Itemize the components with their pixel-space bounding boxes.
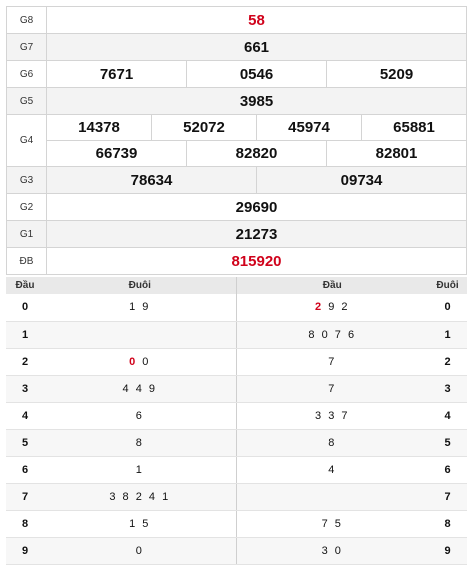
loto-tail-digits (44, 375, 236, 402)
loto-row (6, 537, 467, 564)
prize-row-g2 (7, 194, 467, 221)
prize-row-g3 (7, 167, 467, 194)
loto-digit: 7 (328, 355, 337, 368)
prize-number: 82820 (187, 141, 327, 167)
prize-number: 45974 (257, 115, 362, 141)
loto-table (6, 277, 467, 565)
prize-number: 14378 (47, 115, 152, 141)
loto-digit: 4 (122, 382, 131, 395)
loto-digit: 9 (148, 382, 157, 395)
loto-row (6, 510, 467, 537)
prize-label: G1 (7, 221, 47, 248)
loto-digit: 0 (142, 355, 151, 368)
prize-label: G5 (7, 88, 47, 115)
loto-digit: 9 (142, 301, 151, 314)
loto-tail-digits (44, 510, 236, 537)
loto-tail-digit: 8 (428, 510, 467, 537)
loto-digit: 4 (135, 382, 144, 395)
loto-digit: 8 (328, 436, 337, 449)
loto-tail-digits (44, 348, 236, 375)
loto-head-digit: 6 (6, 456, 44, 483)
header-duoi-right: Đuôi (428, 277, 467, 294)
loto-head-digit: 0 (6, 294, 44, 321)
header-dau-right: Đầu (236, 277, 428, 294)
loto-head-digit: 4 (6, 402, 44, 429)
loto-tail-digits (44, 537, 236, 564)
prize-label: G6 (7, 61, 47, 88)
loto-row (6, 483, 467, 510)
loto-head-digit: 5 (6, 429, 44, 456)
loto-head-digits (236, 510, 428, 537)
loto-digit: 6 (135, 409, 144, 422)
loto-tail-digits (44, 321, 236, 348)
prize-row-g6 (7, 61, 467, 88)
loto-tail-digit: 7 (428, 483, 467, 510)
loto-digit: 2 (135, 490, 144, 503)
loto-tail-digit: 9 (428, 537, 467, 564)
loto-tail-digits (44, 483, 236, 510)
loto-digit: 7 (328, 382, 337, 395)
prize-number: 82801 (327, 141, 467, 167)
prize-number: 58 (47, 7, 467, 34)
prize-number: 661 (47, 34, 467, 61)
loto-digit: 1 (162, 490, 171, 503)
prize-label: G7 (7, 34, 47, 61)
loto-row (6, 429, 467, 456)
loto-row (6, 348, 467, 375)
lottery-results (6, 6, 467, 565)
loto-digit: 1 (129, 301, 138, 314)
loto-tail-digits (44, 456, 236, 483)
loto-digit: 2 (341, 301, 350, 314)
loto-digit: 5 (142, 517, 151, 530)
header-duoi-left: Đuôi (44, 277, 236, 294)
loto-digit: 8 (122, 490, 131, 503)
loto-head-digits (236, 402, 428, 429)
loto-tail-digit: 4 (428, 402, 467, 429)
prize-label: G2 (7, 194, 47, 221)
prize-row-g7 (7, 34, 467, 61)
prize-label: G3 (7, 167, 47, 194)
loto-tail-digits (44, 294, 236, 321)
prize-row-g8 (7, 7, 467, 34)
loto-digit: 3 (315, 409, 324, 422)
prize-number: 78634 (47, 167, 257, 194)
prize-number-special: 815920 (47, 248, 467, 275)
loto-digit: 4 (328, 463, 337, 476)
loto-tail-digit: 0 (428, 294, 467, 321)
loto-tail-digits (44, 429, 236, 456)
loto-digit: 3 (328, 409, 337, 422)
loto-digit: 1 (135, 463, 144, 476)
loto-head-digit: 2 (6, 348, 44, 375)
loto-head-digits (236, 456, 428, 483)
prize-row-g4 (7, 115, 467, 141)
prize-label: ĐB (7, 248, 47, 275)
prize-number: 3985 (47, 88, 467, 115)
loto-header-row (6, 277, 467, 294)
prize-row-g1 (7, 221, 467, 248)
loto-head-digits (236, 429, 428, 456)
loto-tail-digit: 2 (428, 348, 467, 375)
prize-row-g4-second (7, 141, 467, 167)
prize-table (6, 6, 467, 275)
loto-row (6, 375, 467, 402)
prize-label: G8 (7, 7, 47, 34)
loto-tail-digits (44, 402, 236, 429)
prize-number: 29690 (47, 194, 467, 221)
loto-head-digit: 8 (6, 510, 44, 537)
loto-tail-digit: 6 (428, 456, 467, 483)
loto-head-digit: 3 (6, 375, 44, 402)
loto-digit: 0 (135, 544, 144, 557)
loto-tail-digit: 1 (428, 321, 467, 348)
prize-number: 65881 (362, 115, 467, 141)
loto-digit: 8 (308, 328, 317, 341)
loto-head-digits (236, 375, 428, 402)
loto-digit: 1 (129, 517, 138, 530)
loto-row (6, 294, 467, 321)
prize-label: G4 (7, 115, 47, 167)
loto-tail-digit: 5 (428, 429, 467, 456)
loto-digit: 7 (334, 328, 343, 341)
loto-row (6, 321, 467, 348)
loto-digit: 3 (109, 490, 118, 503)
prize-number: 0546 (187, 61, 327, 88)
loto-digit: 0 (129, 355, 138, 368)
loto-digit: 4 (148, 490, 157, 503)
prize-number: 09734 (257, 167, 467, 194)
loto-row (6, 456, 467, 483)
loto-row (6, 402, 467, 429)
prize-number: 21273 (47, 221, 467, 248)
loto-digit: 0 (334, 544, 343, 557)
prize-row-g5 (7, 88, 467, 115)
header-dau-left: Đầu (6, 277, 44, 294)
loto-head-digits (236, 348, 428, 375)
loto-digit: 9 (328, 301, 337, 314)
loto-digit: 7 (341, 409, 350, 422)
loto-head-digit: 7 (6, 483, 44, 510)
loto-digit: 7 (321, 517, 330, 530)
prize-number: 5209 (327, 61, 467, 88)
loto-body (6, 294, 467, 564)
loto-digit: 0 (321, 328, 330, 341)
loto-digit: 3 (321, 544, 330, 557)
prize-row-special (7, 248, 467, 275)
prize-number: 66739 (47, 141, 187, 167)
loto-digit: 8 (135, 436, 144, 449)
loto-head-digit: 9 (6, 537, 44, 564)
loto-digit: 2 (315, 301, 324, 314)
loto-head-digits (236, 294, 428, 321)
loto-head-digits (236, 483, 428, 510)
loto-digit: 6 (347, 328, 357, 341)
loto-tail-digit: 3 (428, 375, 467, 402)
loto-digit: 5 (334, 517, 343, 530)
loto-head-digits (236, 537, 428, 564)
loto-head-digits (236, 321, 428, 348)
prize-number: 52072 (152, 115, 257, 141)
prize-number: 7671 (47, 61, 187, 88)
loto-head-digit: 1 (6, 321, 44, 348)
